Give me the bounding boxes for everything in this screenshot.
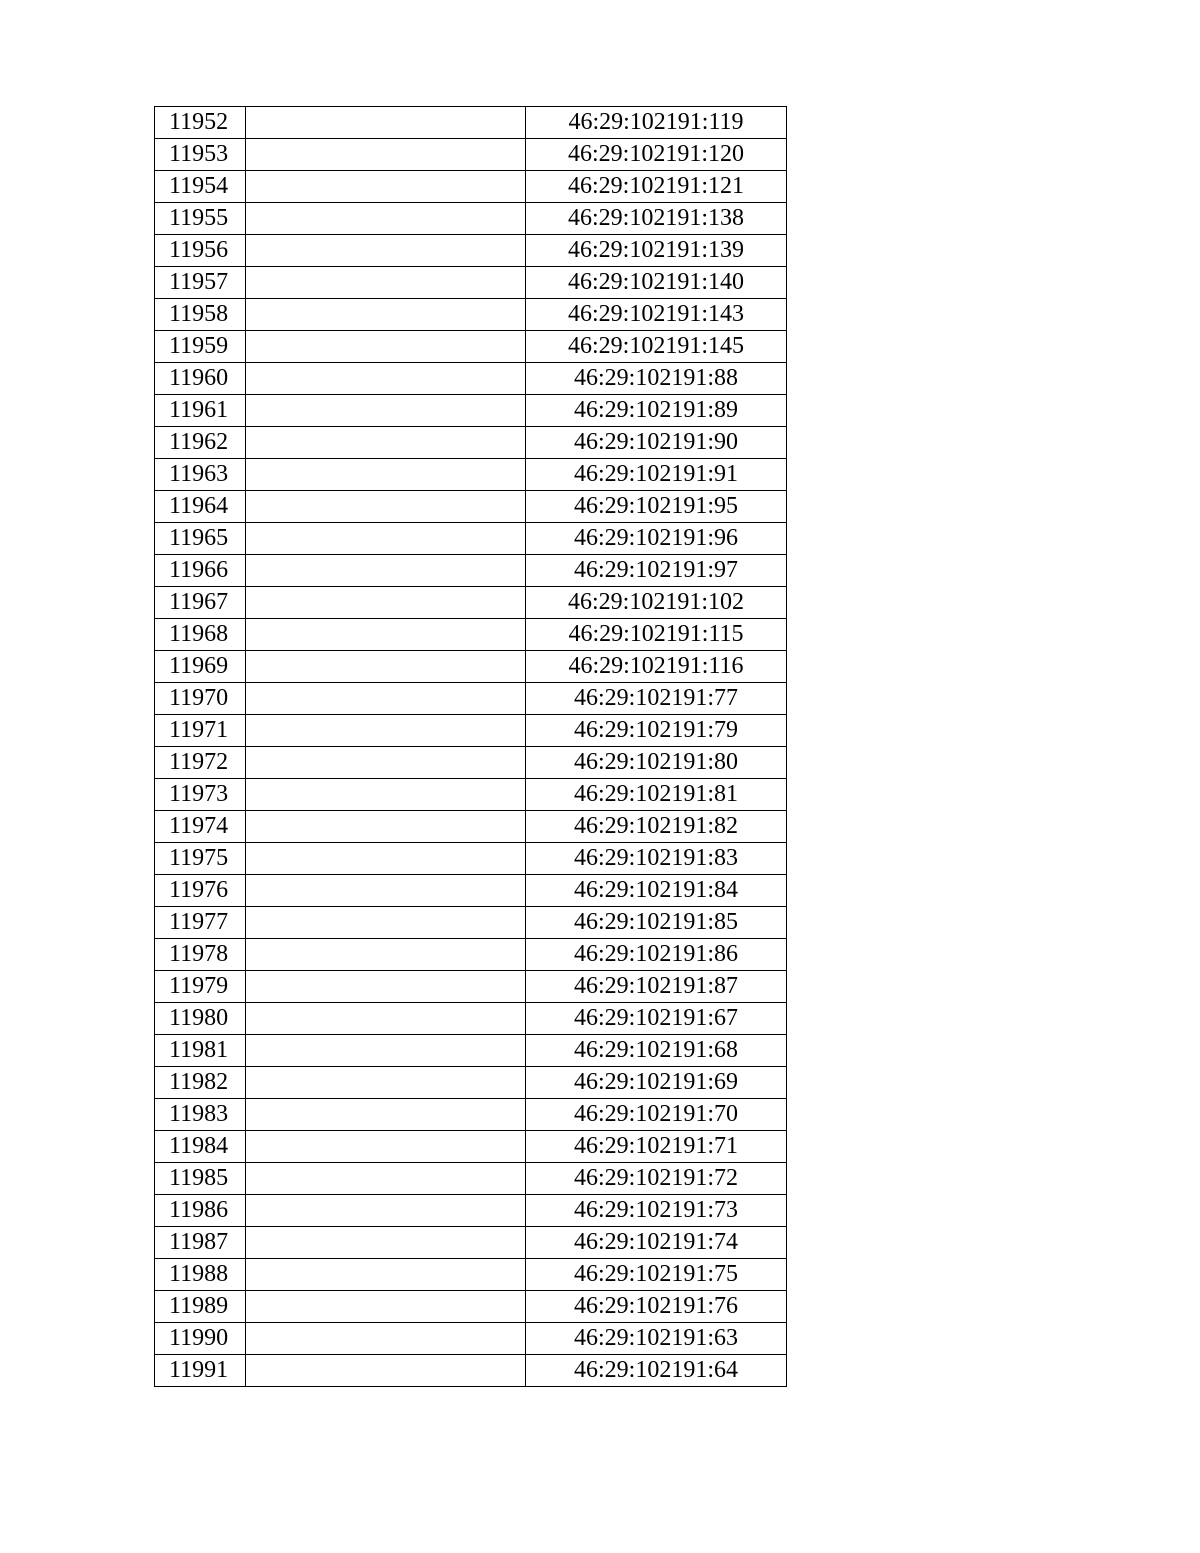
cadastral-number-cell: 46:29:102191:138 bbox=[526, 203, 787, 235]
row-number-cell: 11979 bbox=[155, 971, 246, 1003]
empty-cell bbox=[246, 363, 526, 395]
cadastral-number-cell: 46:29:102191:75 bbox=[526, 1259, 787, 1291]
empty-cell bbox=[246, 1067, 526, 1099]
row-number-cell: 11986 bbox=[155, 1195, 246, 1227]
row-number-cell: 11974 bbox=[155, 811, 246, 843]
table-row bbox=[155, 331, 787, 363]
empty-cell bbox=[246, 1035, 526, 1067]
cadastral-number-cell: 46:29:102191:70 bbox=[526, 1099, 787, 1131]
row-number-cell: 11970 bbox=[155, 683, 246, 715]
row-number-cell: 11978 bbox=[155, 939, 246, 971]
row-number-cell: 11969 bbox=[155, 651, 246, 683]
cadastral-number-cell: 46:29:102191:96 bbox=[526, 523, 787, 555]
table-row bbox=[155, 427, 787, 459]
empty-cell bbox=[246, 395, 526, 427]
table-row bbox=[155, 939, 787, 971]
row-number-cell: 11966 bbox=[155, 555, 246, 587]
row-number-cell: 11971 bbox=[155, 715, 246, 747]
empty-cell bbox=[246, 139, 526, 171]
table-row bbox=[155, 1035, 787, 1067]
row-number-cell: 11961 bbox=[155, 395, 246, 427]
row-number-cell: 11988 bbox=[155, 1259, 246, 1291]
table-row bbox=[155, 395, 787, 427]
empty-cell bbox=[246, 907, 526, 939]
table-row bbox=[155, 971, 787, 1003]
table-row bbox=[155, 139, 787, 171]
row-number-cell: 11985 bbox=[155, 1163, 246, 1195]
cadastral-number-cell: 46:29:102191:86 bbox=[526, 939, 787, 971]
empty-cell bbox=[246, 971, 526, 1003]
cadastral-number-cell: 46:29:102191:64 bbox=[526, 1355, 787, 1387]
table-row bbox=[155, 1131, 787, 1163]
cadastral-number-cell: 46:29:102191:97 bbox=[526, 555, 787, 587]
row-number-cell: 11984 bbox=[155, 1131, 246, 1163]
cadastral-number-cell: 46:29:102191:89 bbox=[526, 395, 787, 427]
cadastral-number-cell: 46:29:102191:79 bbox=[526, 715, 787, 747]
cadastral-number-cell: 46:29:102191:91 bbox=[526, 459, 787, 491]
table-row bbox=[155, 1067, 787, 1099]
cadastral-number-cell: 46:29:102191:116 bbox=[526, 651, 787, 683]
cadastral-number-cell: 46:29:102191:121 bbox=[526, 171, 787, 203]
cadastral-number-cell: 46:29:102191:69 bbox=[526, 1067, 787, 1099]
empty-cell bbox=[246, 875, 526, 907]
cadastral-number-cell: 46:29:102191:145 bbox=[526, 331, 787, 363]
row-number-cell: 11983 bbox=[155, 1099, 246, 1131]
cadastral-number-cell: 46:29:102191:102 bbox=[526, 587, 787, 619]
row-number-cell: 11963 bbox=[155, 459, 246, 491]
table-row bbox=[155, 715, 787, 747]
table-row bbox=[155, 1099, 787, 1131]
cadastral-number-cell: 46:29:102191:115 bbox=[526, 619, 787, 651]
row-number-cell: 11957 bbox=[155, 267, 246, 299]
table-row bbox=[155, 299, 787, 331]
empty-cell bbox=[246, 1355, 526, 1387]
empty-cell bbox=[246, 1195, 526, 1227]
table-row bbox=[155, 267, 787, 299]
row-number-cell: 11965 bbox=[155, 523, 246, 555]
empty-cell bbox=[246, 1099, 526, 1131]
row-number-cell: 11975 bbox=[155, 843, 246, 875]
table-row bbox=[155, 907, 787, 939]
row-number-cell: 11958 bbox=[155, 299, 246, 331]
empty-cell bbox=[246, 171, 526, 203]
empty-cell bbox=[246, 651, 526, 683]
table-row bbox=[155, 459, 787, 491]
table-row bbox=[155, 555, 787, 587]
table-row bbox=[155, 107, 787, 139]
empty-cell bbox=[246, 779, 526, 811]
table-row bbox=[155, 1195, 787, 1227]
table-row bbox=[155, 235, 787, 267]
empty-cell bbox=[246, 683, 526, 715]
row-number-cell: 11977 bbox=[155, 907, 246, 939]
empty-cell bbox=[246, 587, 526, 619]
table-row bbox=[155, 779, 787, 811]
empty-cell bbox=[246, 843, 526, 875]
row-number-cell: 11990 bbox=[155, 1323, 246, 1355]
row-number-cell: 11968 bbox=[155, 619, 246, 651]
table-row bbox=[155, 491, 787, 523]
cadastral-number-cell: 46:29:102191:68 bbox=[526, 1035, 787, 1067]
empty-cell bbox=[246, 107, 526, 139]
cadastral-number-cell: 46:29:102191:83 bbox=[526, 843, 787, 875]
table-row bbox=[155, 1227, 787, 1259]
cadastral-number-cell: 46:29:102191:84 bbox=[526, 875, 787, 907]
cadastral-number-cell: 46:29:102191:95 bbox=[526, 491, 787, 523]
table-row bbox=[155, 363, 787, 395]
row-number-cell: 11982 bbox=[155, 1067, 246, 1099]
table-row bbox=[155, 683, 787, 715]
empty-cell bbox=[246, 939, 526, 971]
row-number-cell: 11956 bbox=[155, 235, 246, 267]
row-number-cell: 11976 bbox=[155, 875, 246, 907]
table-row bbox=[155, 203, 787, 235]
row-number-cell: 11952 bbox=[155, 107, 246, 139]
cadastral-number-cell: 46:29:102191:71 bbox=[526, 1131, 787, 1163]
cadastral-number-cell: 46:29:102191:88 bbox=[526, 363, 787, 395]
empty-cell bbox=[246, 1323, 526, 1355]
empty-cell bbox=[246, 331, 526, 363]
table-row bbox=[155, 1291, 787, 1323]
empty-cell bbox=[246, 299, 526, 331]
row-number-cell: 11960 bbox=[155, 363, 246, 395]
row-number-cell: 11953 bbox=[155, 139, 246, 171]
empty-cell bbox=[246, 1259, 526, 1291]
row-number-cell: 11964 bbox=[155, 491, 246, 523]
cadastral-number-cell: 46:29:102191:73 bbox=[526, 1195, 787, 1227]
empty-cell bbox=[246, 491, 526, 523]
table-row bbox=[155, 171, 787, 203]
row-number-cell: 11959 bbox=[155, 331, 246, 363]
cadastral-number-cell: 46:29:102191:81 bbox=[526, 779, 787, 811]
cadastral-number-cell: 46:29:102191:77 bbox=[526, 683, 787, 715]
cadastral-table bbox=[154, 106, 787, 1387]
row-number-cell: 11991 bbox=[155, 1355, 246, 1387]
cadastral-number-cell: 46:29:102191:85 bbox=[526, 907, 787, 939]
table-row bbox=[155, 1355, 787, 1387]
cadastral-number-cell: 46:29:102191:80 bbox=[526, 747, 787, 779]
table-row bbox=[155, 619, 787, 651]
table-row bbox=[155, 747, 787, 779]
table-row bbox=[155, 811, 787, 843]
cadastral-number-cell: 46:29:102191:67 bbox=[526, 1003, 787, 1035]
cadastral-number-cell: 46:29:102191:120 bbox=[526, 139, 787, 171]
empty-cell bbox=[246, 459, 526, 491]
row-number-cell: 11987 bbox=[155, 1227, 246, 1259]
empty-cell bbox=[246, 1003, 526, 1035]
empty-cell bbox=[246, 747, 526, 779]
cadastral-number-cell: 46:29:102191:139 bbox=[526, 235, 787, 267]
cadastral-number-cell: 46:29:102191:72 bbox=[526, 1163, 787, 1195]
row-number-cell: 11967 bbox=[155, 587, 246, 619]
table-row bbox=[155, 1259, 787, 1291]
cadastral-number-cell: 46:29:102191:119 bbox=[526, 107, 787, 139]
empty-cell bbox=[246, 267, 526, 299]
empty-cell bbox=[246, 555, 526, 587]
row-number-cell: 11973 bbox=[155, 779, 246, 811]
table-row bbox=[155, 1163, 787, 1195]
empty-cell bbox=[246, 427, 526, 459]
row-number-cell: 11989 bbox=[155, 1291, 246, 1323]
empty-cell bbox=[246, 1227, 526, 1259]
cadastral-number-cell: 46:29:102191:82 bbox=[526, 811, 787, 843]
table-row bbox=[155, 587, 787, 619]
table-row bbox=[155, 843, 787, 875]
row-number-cell: 11981 bbox=[155, 1035, 246, 1067]
table-row bbox=[155, 651, 787, 683]
cadastral-number-cell: 46:29:102191:63 bbox=[526, 1323, 787, 1355]
row-number-cell: 11962 bbox=[155, 427, 246, 459]
table-row bbox=[155, 875, 787, 907]
row-number-cell: 11972 bbox=[155, 747, 246, 779]
empty-cell bbox=[246, 203, 526, 235]
table-row bbox=[155, 523, 787, 555]
empty-cell bbox=[246, 1163, 526, 1195]
row-number-cell: 11955 bbox=[155, 203, 246, 235]
table-row bbox=[155, 1003, 787, 1035]
row-number-cell: 11954 bbox=[155, 171, 246, 203]
empty-cell bbox=[246, 235, 526, 267]
cadastral-number-cell: 46:29:102191:74 bbox=[526, 1227, 787, 1259]
empty-cell bbox=[246, 811, 526, 843]
table-body bbox=[155, 107, 787, 1387]
empty-cell bbox=[246, 1291, 526, 1323]
cadastral-number-cell: 46:29:102191:87 bbox=[526, 971, 787, 1003]
empty-cell bbox=[246, 619, 526, 651]
empty-cell bbox=[246, 523, 526, 555]
empty-cell bbox=[246, 1131, 526, 1163]
cadastral-number-cell: 46:29:102191:76 bbox=[526, 1291, 787, 1323]
cadastral-number-cell: 46:29:102191:90 bbox=[526, 427, 787, 459]
row-number-cell: 11980 bbox=[155, 1003, 246, 1035]
cadastral-number-cell: 46:29:102191:143 bbox=[526, 299, 787, 331]
empty-cell bbox=[246, 715, 526, 747]
cadastral-number-cell: 46:29:102191:140 bbox=[526, 267, 787, 299]
table-row bbox=[155, 1323, 787, 1355]
